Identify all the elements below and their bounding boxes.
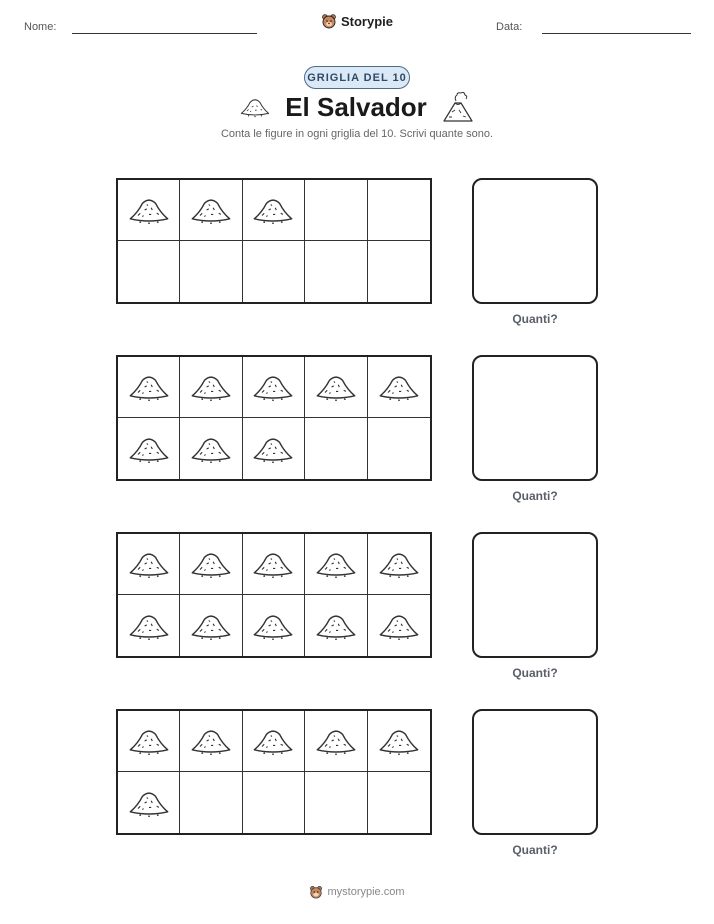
date-line[interactable] bbox=[542, 33, 691, 34]
ten-frame-cell bbox=[305, 772, 367, 833]
sand-pile-icon bbox=[314, 371, 358, 403]
sand-pile-icon bbox=[377, 371, 421, 403]
bear-icon bbox=[321, 13, 337, 29]
ten-frame-cell bbox=[118, 180, 180, 241]
page-title: El Salvador bbox=[285, 91, 427, 122]
ten-frame-cell bbox=[118, 711, 180, 772]
sand-pile-icon bbox=[251, 548, 295, 580]
ten-frame-cell bbox=[180, 534, 242, 595]
answer-label: Quanti? bbox=[512, 312, 558, 326]
sand-pile-icon bbox=[127, 787, 171, 819]
sand-pile-icon bbox=[314, 548, 358, 580]
footer-url: mystorypie.com bbox=[327, 886, 405, 898]
worksheet-type-badge: GRIGLIA DEL 10 bbox=[304, 66, 410, 89]
ten-frame-cell bbox=[243, 595, 305, 656]
sand-pile-icon bbox=[251, 371, 295, 403]
date-label: Data: bbox=[496, 21, 523, 33]
ten-frame bbox=[116, 532, 432, 658]
ten-frame-cell bbox=[305, 180, 367, 241]
ten-frame-cell bbox=[118, 534, 180, 595]
answer-label: Quanti? bbox=[512, 489, 558, 503]
ten-frame-cell bbox=[243, 180, 305, 241]
ten-frame-cell bbox=[305, 711, 367, 772]
sand-pile-icon bbox=[127, 433, 171, 465]
ten-frame bbox=[116, 355, 432, 481]
ten-frame-cell bbox=[180, 357, 242, 418]
ten-frame-cell bbox=[368, 357, 430, 418]
ten-frame-cell bbox=[118, 241, 180, 302]
ten-frame-cell bbox=[368, 595, 430, 656]
ten-frame-cell bbox=[305, 595, 367, 656]
ten-frame-cell bbox=[180, 595, 242, 656]
sand-pile-icon bbox=[127, 371, 171, 403]
answer-box[interactable] bbox=[472, 178, 598, 304]
ten-frame-cell bbox=[368, 180, 430, 241]
ten-frame-cell bbox=[180, 711, 242, 772]
sand-pile-icon bbox=[127, 725, 171, 757]
ten-frame-cell bbox=[118, 595, 180, 656]
answer-label: Quanti? bbox=[512, 843, 558, 857]
sand-pile-icon bbox=[189, 725, 233, 757]
ten-frame-cell bbox=[180, 241, 242, 302]
ten-frame-cell bbox=[180, 180, 242, 241]
ten-frame-cell bbox=[180, 418, 242, 479]
ten-frame-cell bbox=[118, 357, 180, 418]
name-line[interactable] bbox=[72, 33, 257, 34]
sand-pile-icon bbox=[189, 371, 233, 403]
sand-pile-icon bbox=[251, 433, 295, 465]
sand-pile-icon bbox=[189, 433, 233, 465]
ten-frame-cell bbox=[243, 241, 305, 302]
ten-frame-cell bbox=[243, 357, 305, 418]
ten-frame-cell bbox=[368, 711, 430, 772]
ten-frame-cell bbox=[368, 418, 430, 479]
title-row bbox=[0, 90, 714, 124]
ten-frame-cell bbox=[368, 534, 430, 595]
brand-name: Storypie bbox=[340, 13, 393, 29]
name-label: Nome: bbox=[24, 21, 57, 33]
answer-box[interactable] bbox=[472, 532, 598, 658]
sand-pile-icon bbox=[239, 95, 271, 119]
sand-pile-icon bbox=[127, 610, 171, 642]
instructions: Conta le figure in ogni griglia del 10. Scrivi quante sono. bbox=[220, 128, 494, 140]
sand-pile-icon bbox=[251, 610, 295, 642]
sand-pile-icon bbox=[377, 548, 421, 580]
sand-pile-icon bbox=[189, 548, 233, 580]
sand-pile-icon bbox=[314, 725, 358, 757]
ten-frame bbox=[116, 178, 432, 304]
brand bbox=[0, 13, 714, 29]
ten-frame-cell bbox=[180, 772, 242, 833]
ten-frame-cell bbox=[305, 534, 367, 595]
answer-label: Quanti? bbox=[512, 666, 558, 680]
ten-frame-cell bbox=[243, 534, 305, 595]
sand-pile-icon bbox=[377, 725, 421, 757]
ten-frame-cell bbox=[243, 711, 305, 772]
ten-frame-cell bbox=[368, 241, 430, 302]
sand-pile-icon bbox=[189, 610, 233, 642]
sand-pile-icon bbox=[127, 194, 171, 226]
ten-frame-cell bbox=[305, 418, 367, 479]
answer-box[interactable] bbox=[472, 709, 598, 835]
ten-frame-cell bbox=[368, 772, 430, 833]
ten-frame bbox=[116, 709, 432, 835]
ten-frame-cell bbox=[118, 772, 180, 833]
sand-pile-icon bbox=[314, 610, 358, 642]
ten-frame-cell bbox=[243, 418, 305, 479]
sand-pile-icon bbox=[251, 725, 295, 757]
ten-frame-cell bbox=[305, 241, 367, 302]
sand-pile-icon bbox=[377, 610, 421, 642]
ten-frame-cell bbox=[305, 357, 367, 418]
sand-pile-icon bbox=[251, 194, 295, 226]
volcano-icon bbox=[441, 90, 475, 124]
sand-pile-icon bbox=[189, 194, 233, 226]
answer-box[interactable] bbox=[472, 355, 598, 481]
footer bbox=[0, 885, 714, 899]
sand-pile-icon bbox=[127, 548, 171, 580]
ten-frame-cell bbox=[243, 772, 305, 833]
ten-frame-cell bbox=[118, 418, 180, 479]
bear-icon bbox=[309, 885, 323, 899]
